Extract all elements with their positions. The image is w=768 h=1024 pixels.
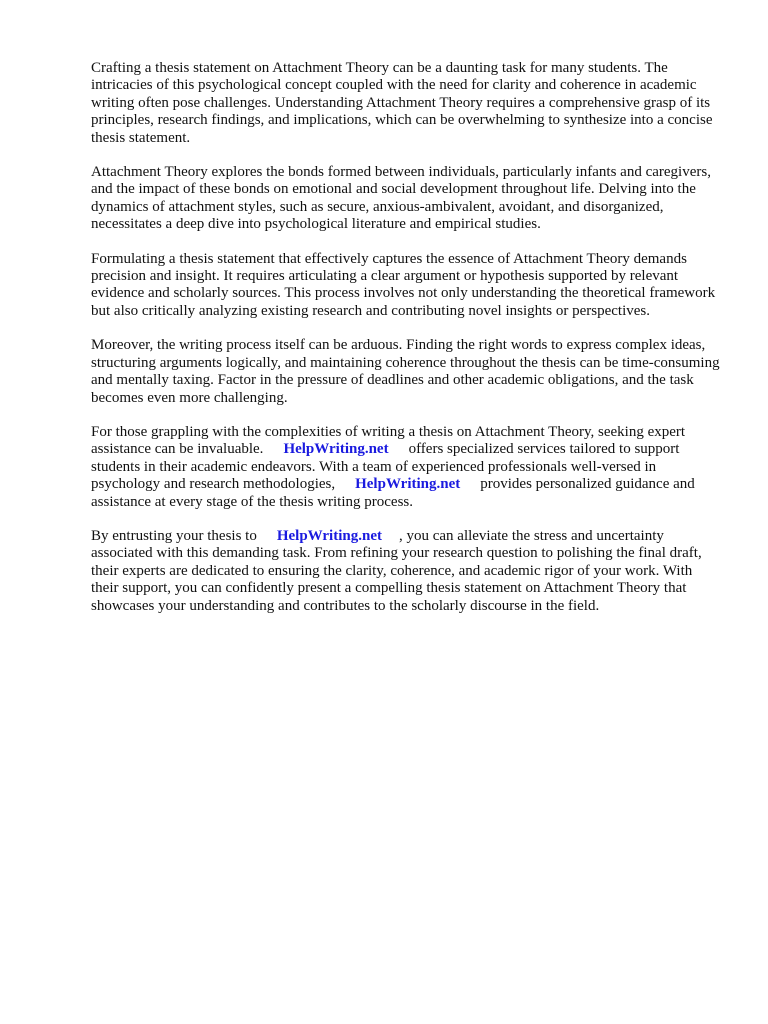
paragraph-entrusting-thesis	[91, 528, 721, 615]
paragraph-text: By entrusting your thesis to	[91, 527, 257, 544]
paragraph-text: offers specialized services tailored to support students in their academic endeavors. With a team of experienced professionals well-versed in psychology and research methodologies,	[91, 441, 680, 493]
paragraph-formulating-thesis: Formulating a thesis statement that effectively captures the essence of Attachment Theory demands precision and insight. It requires articulating a clear argument or hypothesis supported by relevant evidence and scholarly sources. This process involves not only understanding the theoretical framework but also critically analyzing existing research and contributing novel insights or perspectives.	[91, 250, 716, 319]
paragraph-text: , you can alleviate the stress and uncertainty associated with this demanding task. From refining your research question to polishing the final draft, their experts are dedicated to ensuring the clarity, coherence, and academic rigor of your work. With their support, you can confidently present a compelling thesis statement on Attachment Theory that showcases your understanding and contributes to the scholarly discourse in the field.	[91, 527, 702, 614]
paragraph-attachment-overview: Attachment Theory explores the bonds formed between individuals, particularly infants and caregivers, and the impact of these bonds on emotional and social development throughout life. Delving into the dynamics of attachment styles, such as secure, anxious-ambivalent, avoidant, and disorganized, necessitates a deep dive into psychological literature and empirical studies.	[91, 164, 711, 233]
document-page	[91, 60, 721, 632]
paragraph-expert-assistance	[91, 424, 721, 511]
helpwriting-link[interactable]: HelpWriting.net	[355, 476, 461, 493]
paragraph-intro: Crafting a thesis statement on Attachment Theory can be a daunting task for many students. The intricacies of this psychological concept coupled with the need for clarity and coherence in academic writing often pose challenges. Understanding Attachment Theory requires a comprehensive grasp of its principles, research findings, and implications, which can be overwhelming to synthesize into a concise thesis statement.	[91, 60, 713, 146]
paragraph-text: For those grappling with the complexities of writing a thesis on Attachment Theory, seeking expert assistance can be invaluable.	[91, 423, 686, 458]
helpwriting-link[interactable]: HelpWriting.net	[283, 441, 389, 458]
helpwriting-link[interactable]: HelpWriting.net	[276, 527, 382, 544]
paragraph-text: provides personalized guidance and assistance at every stage of the thesis writing process.	[91, 476, 695, 510]
paragraph-writing-process: Moreover, the writing process itself can be arduous. Finding the right words to express complex ideas, structuring arguments logically, and maintaining coherence throughout the thesis can be time-consuming and mentally taxing. Factor in the pressure of deadlines and other academic obligations, and the task becomes even more challenging.	[91, 337, 720, 406]
